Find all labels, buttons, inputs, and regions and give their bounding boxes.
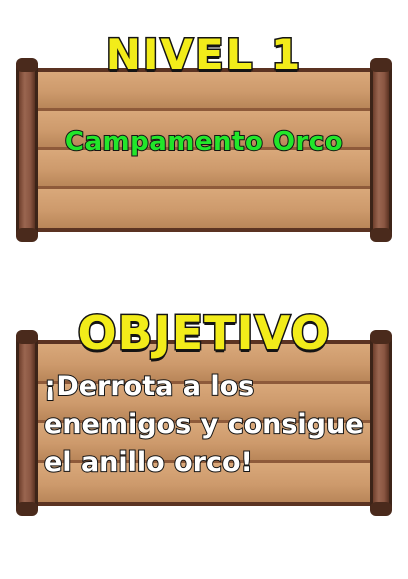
level-subtitle: Campamento Orco — [64, 127, 344, 157]
objective-line: enemigos y consigue — [44, 409, 364, 440]
objective-text — [44, 368, 374, 482]
objective-title: OBJETIVO — [77, 306, 331, 360]
level-title: NIVEL 1 — [105, 30, 303, 79]
objective-line: el anillo orco! — [44, 447, 253, 478]
objective-line: ¡Derrota a los — [44, 371, 255, 402]
